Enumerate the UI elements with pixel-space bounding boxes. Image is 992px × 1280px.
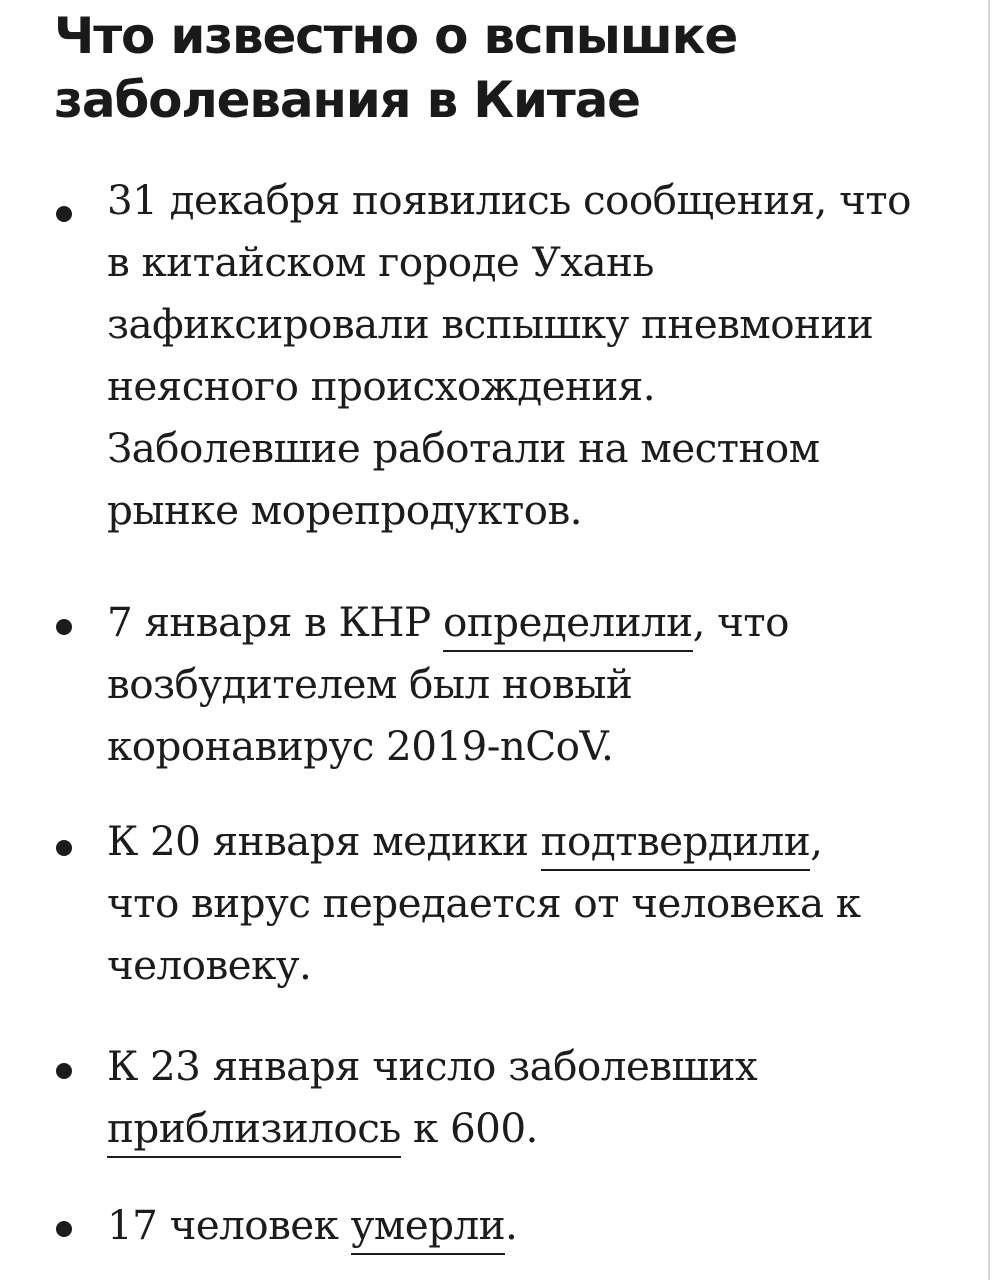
fact-line xyxy=(107,1097,967,1159)
fact-line: неясного происхождения. xyxy=(107,362,656,410)
bullet-icon xyxy=(56,619,72,635)
fact-text xyxy=(107,591,967,777)
fact-line: Заболевшие работали на местном xyxy=(107,424,820,472)
page-edge-divider xyxy=(988,0,990,1280)
fact-text-segment: . xyxy=(504,1201,518,1249)
link-confirmed[interactable]: подтвердили xyxy=(541,817,810,871)
fact-text-segment: к 600. xyxy=(400,1104,538,1152)
fact-line: в китайском городе Ухань xyxy=(107,238,654,286)
fact-text-segment: , что xyxy=(692,598,789,646)
fact-line: коронавирус 2019-nCoV. xyxy=(107,722,614,770)
fact-text xyxy=(107,1035,967,1159)
fact-text xyxy=(107,1194,967,1256)
fact-line: возбудителем был новый xyxy=(107,660,633,708)
fact-text-segment: 17 человек xyxy=(107,1201,351,1249)
fact-line: рынке морепродуктов. xyxy=(107,486,582,534)
link-died[interactable]: умерли xyxy=(351,1201,505,1255)
headline-line: Что известно о вспышке xyxy=(54,7,738,65)
bullet-icon xyxy=(56,1221,72,1237)
fact-text-segment: 7 января в КНР xyxy=(107,598,443,646)
fact-line xyxy=(107,591,967,653)
fact-text-segment: , xyxy=(810,817,823,865)
link-approached[interactable]: приблизилось xyxy=(107,1104,401,1158)
fact-line: что вирус передается от человека к xyxy=(107,879,861,927)
link-determined[interactable]: определили xyxy=(443,598,693,652)
fact-line: человеку. xyxy=(107,941,312,989)
article-headline xyxy=(54,4,954,132)
fact-line: зафиксировали вспышку пневмонии xyxy=(107,300,874,348)
fact-line: К 23 января число заболевших xyxy=(107,1042,758,1090)
fact-text xyxy=(107,810,967,996)
fact-line: 31 декабря появились сообщения, что xyxy=(107,176,911,224)
headline-line: заболевания в Китае xyxy=(54,71,640,129)
fact-line xyxy=(107,1194,967,1256)
bullet-icon xyxy=(56,1063,72,1079)
bullet-icon xyxy=(56,206,72,222)
bullet-icon xyxy=(56,840,72,856)
fact-text xyxy=(107,169,967,541)
fact-line xyxy=(107,810,967,872)
fact-text-segment: К 20 января медики xyxy=(107,817,541,865)
